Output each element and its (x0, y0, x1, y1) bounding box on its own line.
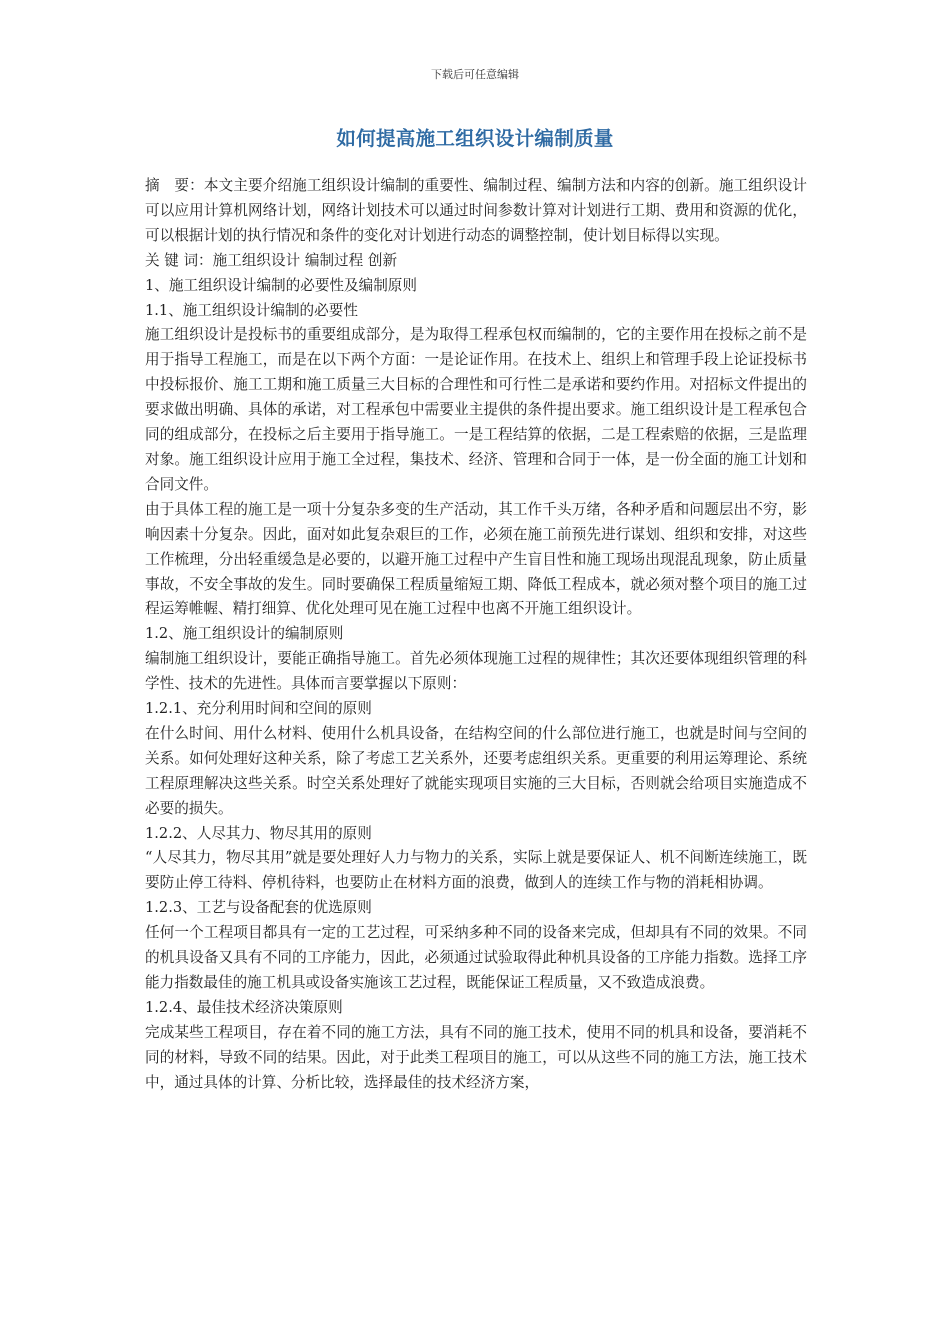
paragraph-1-2-2: “人尽其力，物尽其用”就是要处理好人力与物力的关系，实际上就是要保证人、机不间断连续施工，既要防止停工待料、停机待料，也要防止在材料方面的浪费，做到人的连续工作与物的消耗相协调。 (145, 849, 807, 892)
paragraph-1-2-3: 任何一个工程项目都具有一定的工艺过程，可采纳多种不同的设备来完成，但却具有不同的效果。不同的机具设备又具有不同的工序能力，因此，必须通过试验取得此种机具设备的工序能力指数。选择工序能力指数最佳的施工机具或设备实施该工艺过程，既能保证工程质量，又不致造成浪费。 (145, 924, 807, 991)
section-heading-1-2-1: 1.2.1、充分利用时间和空间的原则 (145, 700, 372, 718)
section-heading-1-2-2: 1.2.2、人尽其力、物尽其用的原则 (145, 824, 372, 842)
section-heading-1-2-3: 1.2.3、工艺与设备配套的优选原则 (145, 899, 372, 917)
abstract-paragraph: 摘 要：本文主要介绍施工组织设计编制的重要性、编制过程、编制方法和内容的创新。施工组织设计可以应用计算机网络计划，网络计划技术可以通过时间参数计算对计划进行工期、费用和资源的优化，可以根据计划的执行情况和条件的变化对计划进行动态的调整控制，使计划目标得以实现。 (145, 177, 807, 244)
document-title: 如何提高施工组织设计编制质量 (336, 127, 614, 150)
section-heading-1-2: 1.2、施工组织设计的编制原则 (145, 625, 344, 643)
paragraph-1-2-4: 完成某些工程项目，存在着不同的施工方法，具有不同的施工技术，使用不同的机具和设备，要消耗不同的材料，导致不同的结果。因此，对于此类工程项目的施工，可以从这些不同的施工方法，施工技术中，通过具体的计算、分析比较，选择最佳的技术经济方案， (145, 1023, 807, 1091)
document-body (145, 174, 807, 1096)
paragraph-1-1-b: 由于具体工程的施工是一项十分复杂多变的生产活动，其工作千头万绪，各种矛盾和问题层出不穷，影响因素十分复杂。因此，面对如此复杂艰巨的工作，必须在施工前预先进行谋划、组织和安排，对这些工作梳理，分出轻重缓急是必要的，以避开施工过程中产生盲目性和施工现场出现混乱现象，防止质量事故，不安全事故的发生。同时要确保工程质量缩短工期、降低工程成本，就必须对整个项目的施工过程运筹帷幄、精打细算、优化处理可见在施工过程中也离不开施工组织设计。 (145, 500, 807, 618)
section-heading-1-1: 1.1、施工组织设计编制的必要性 (145, 301, 358, 319)
paragraph-1-2: 编制施工组织设计，要能正确指导施工。首先必须体现施工过程的规律性；其次还要体现组织管理的科学性、技术的先进性。具体而言要掌握以下原则： (145, 650, 807, 693)
paragraph-1-1-a: 施工组织设计是投标书的重要组成部分，是为取得工程承包权而编制的，它的主要作用在投标之前不是用于指导工程施工，而是在以下两个方面：一是论证作用。在技术上、组织上和管理手段上论证投标书中投标报价、施工工期和施工质量三大目标的合理性和可行性二是承诺和要约作用。对招标文件提出的要求做出明确、具体的承诺，对工程承包中需要业主提供的条件提出要求。施工组织设计是工程承包合同的组成部分，在投标之后主要用于指导施工。一是工程结算的依据，二是工程索赔的依据，三是监理对象。施工组织设计应用于施工全过程，集技术、经济、管理和合同于一体，是一份全面的施工计划和合同文件。 (145, 326, 807, 493)
section-heading-1: 1、施工组织设计编制的必要性及编制原则 (145, 276, 417, 294)
paragraph-1-2-1: 在什么时间、用什么材料、使用什么机具设备，在结构空间的什么部位进行施工，也就是时间与空间的关系。如何处理好这种关系，除了考虑工艺关系外，还要考虑组织关系。更重要的利用运筹理论、系统工程原理解决这些关系。时空关系处理好了就能实现项目实施的三大目标，否则就会给项目实施造成不必要的损失。 (145, 724, 807, 817)
section-heading-1-2-4: 1.2.4、最佳技术经济决策原则 (145, 998, 343, 1016)
page-header-note: 下载后可任意编辑 (431, 68, 519, 81)
keywords-line: 关 键 词：施工组织设计 编制过程 创新 (145, 251, 398, 269)
